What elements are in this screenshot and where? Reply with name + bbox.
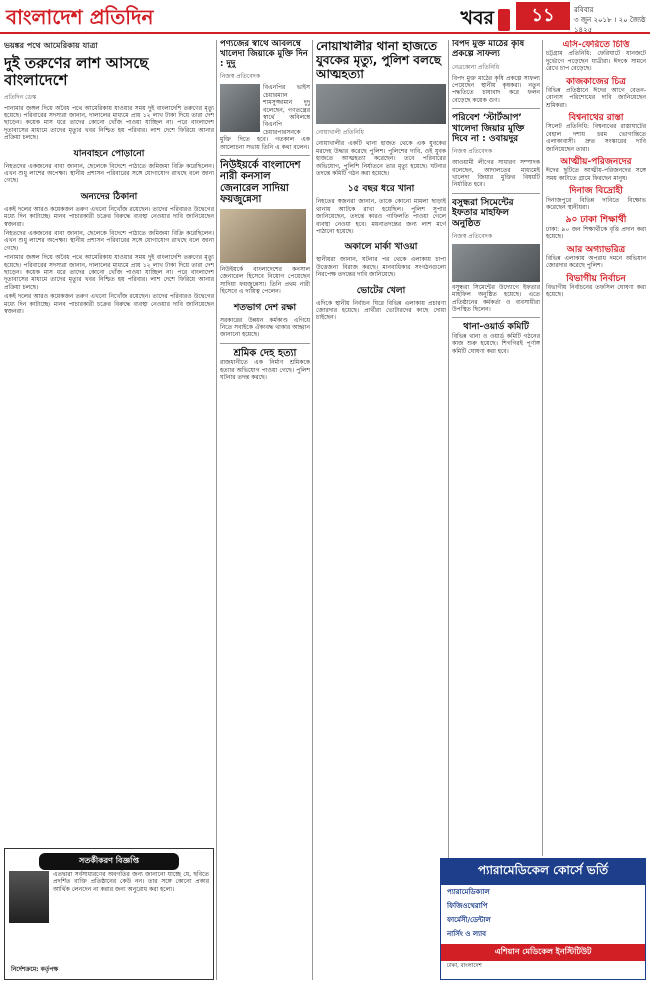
left-story-sub1: যানবাহনে পোড়ানো xyxy=(73,148,145,159)
mid-story-sub: শতভাগ দেশ রক্ষা xyxy=(233,302,297,313)
main-story-body: নোয়াখালীর একটি থানা হাজত থেকে এক যুবকের মরদেহ উদ্ধার করেছে পুলিশ। পুলিশের দাবি, ওই যুবক হাজতে আত্মহত্যা করেছেন। তবে পরিবারের অভিযোগ, পুলিশি নির্যাতনে তার মৃত্যু হয়েছে। ঘটনার তদন্তে কমিটি গঠন করা হয়েছে। xyxy=(316,140,446,178)
col4-stories xyxy=(452,40,540,856)
right-body1: চট্টগ্রাম প্রতিনিধি: ফেরিঘাটে যানজটে দুর্ভোগে পড়েছেন যাত্রীরা। ঈদকে সামনে রেখে চাপ বেড়েছে। xyxy=(546,50,646,73)
masthead xyxy=(0,0,650,34)
right-headline7: আর অগ্যাভরিত্র xyxy=(566,244,626,255)
warning-notice xyxy=(4,848,214,980)
main-story-byline: নোয়াখালী প্রতিনিধি xyxy=(316,129,364,137)
left-story-kicker: ভয়ঙ্কর পথে আমেরিকায় যাত্রা xyxy=(4,41,98,50)
mid-story-headline: পণ্যজের স্বার্থে অবিলম্বে খালেদা জিয়াকে মুক্তি দিন : দুদু xyxy=(220,40,308,69)
ad-course-1: প্যারামেডিক্যাল xyxy=(447,888,490,896)
main-story xyxy=(316,40,446,980)
page-number: ১১ xyxy=(516,2,570,30)
main-story-headline: নোয়াখালীর থানা হাজতে যুবকের মৃত্যু, পুলিশ বলছে আত্মহত্যা xyxy=(316,40,441,81)
column-divider xyxy=(448,40,449,980)
left-story-headline: দুই তরুণের লাশ আসছে বাংলাদেশে xyxy=(4,54,149,90)
notice-person-photo xyxy=(9,871,49,923)
right-headline8: বিভাগীয় নির্বাচন xyxy=(566,273,626,284)
paramedical-ad xyxy=(440,858,646,980)
left-story-body2-repeat: নিহতদের একজনের বাবা জানান, ছেলেকে বিদেশে পাঠাতে জমিজমা বিক্রি করেছিলেন। এখন শুধু লাশের অপেক্ষা। স্থানীয় প্রশাসন পরিবারের সঙ্গে যোগাযোগ রাখছে বলে জানা গেছে। xyxy=(4,229,214,252)
col4-byline2: নিজস্ব প্রতিবেদক xyxy=(452,148,493,156)
right-headline2: কাজকাজের চিত্র xyxy=(566,76,626,87)
right-body3: সিলেট প্রতিনিধি: বিশ্বনাথের রাস্তাঘাটের বেহাল দশায় চরম ভোগান্তিতে এলাকাবাসী। দ্রুত সংস্কারের দাবি জানিয়েছেন তারা। xyxy=(546,123,646,153)
ad-course-3: ফার্মেসী/ডেন্টাল xyxy=(447,916,491,924)
right-body6: ঢাকা: ৯০ জন শিক্ষার্থীকে বৃত্তি প্রদান করা হয়েছে। xyxy=(546,225,646,241)
col4-body2: আওয়ামী লীগের সাধারণ সম্পাদক বলেছেন, আদালতের মাধ্যমেই খালেদা জিয়ার মুক্তির বিষয়টি নির্ধারিত হবে। xyxy=(452,159,540,189)
ad-course-4: নার্সিং ও ল্যাব xyxy=(447,930,487,938)
ad-course-2: ফিজিওথেরাপি xyxy=(447,902,488,910)
right-body7: বিভিন্ন এলাকায় অপরাধ দমনে অভিযান জোরদার করেছে পুলিশ। xyxy=(546,254,646,270)
main-story-sub: ১৫ বছর ধরে খানা xyxy=(347,184,415,195)
consul-general-photo xyxy=(220,209,306,263)
col4-headline1: বিপদ মুক্ত মাঠের কৃষি প্রকল্পে সাফল্য xyxy=(452,40,525,59)
notice-body: এতদ্বারা সর্বসাধারণের অবগতির জন্য জানানো যাচ্ছে যে, ছবিতে প্রদর্শিত ব্যক্তি প্রতিষ্ঠানের কেউ নন। তার সঙ্গে কোনো প্রকার আর্থিক লেনদেন না করার জন্য অনুরোধ করা হলো। xyxy=(53,871,209,893)
column-divider xyxy=(542,40,543,856)
mid-divider-2 xyxy=(220,343,310,344)
col4-byline1: নেত্রকোনা প্রতিনিধি xyxy=(452,63,500,71)
left-story-body3: একই দলের আরও কয়েকজন তরুণ এখনো নিখোঁজ রয়েছেন। তাদের পরিবারও উদ্বেগের মধ্যে দিন কাটাচ্ছে। মানব পাচারকারী চক্রের বিরুদ্ধে ব্যবস্থা নেওয়ার দাবি জানিয়েছেন স্বজনরা। xyxy=(4,205,214,228)
col4-divider xyxy=(452,317,540,318)
right-body4: ঈদের ছুটিতে আত্মীয়-পরিজনদের সঙ্গে সময় কাটাতে গ্রামে ফিরছেন মানুষ। xyxy=(546,167,646,182)
column-divider xyxy=(216,40,217,980)
col4-byline3: নিজস্ব প্রতিবেদক xyxy=(452,232,493,240)
right-body2: বিভিন্ন প্রতিষ্ঠানে ঈদের আগে বেতন-বোনাস পরিশোধের দাবি জানিয়েছেন শ্রমিকরা। xyxy=(546,86,646,109)
right-body8: বিভাগীয় নির্বাচনের তফসিল ঘোষণা করা হয়েছে। xyxy=(546,284,646,299)
mid-story-body3: সরকারের উন্নয়ন কর্মকাণ্ড এগিয়ে নিতে সবাইকে ঐক্যবদ্ধ থাকার আহ্বান জানানো হয়েছে। xyxy=(220,316,310,339)
section-label-wrap xyxy=(460,4,510,36)
mid-divider xyxy=(220,155,310,156)
section-divider-icon xyxy=(498,9,510,31)
left-story-byline: প্রতিদিন ডেস্ক xyxy=(4,93,37,101)
col4-divider xyxy=(452,108,540,109)
col4-headline2: পরিবেশ ‘স্টার্টআপ’ খালেদা জিয়ার মুক্তি দিবে না : ওবায়দুর xyxy=(452,113,525,144)
left-story-body2: নিহতদের একজনের বাবা জানান, ছেলেকে বিদেশে পাঠাতে জমিজমা বিক্রি করেছিলেন। এখন শুধু লাশের অপেক্ষা। স্থানীয় প্রশাসন পরিবারের সঙ্গে যোগাযোগ রাখছে বলে জানা গেছে। xyxy=(4,162,214,185)
right-headline1: এসি-ফেরিতে চিত্তি xyxy=(562,40,630,50)
right-column xyxy=(546,40,646,854)
col4-divider xyxy=(452,193,540,194)
date-label: ৩ জুন ২০১৮ । ২০ জ্যৈষ্ঠ ১৪২৫ xyxy=(574,16,646,34)
mid-story-body4: রাজধানীতে এক নির্মাণ শ্রমিককে হত্যার অভিযোগ পাওয়া গেছে। পুলিশ ঘটনার তদন্ত করছে। xyxy=(220,359,310,382)
col4-body1: বিপদ মুক্ত মাঠের কৃষি প্রকল্পে সাফল্য পেয়েছেন স্থানীয় কৃষকরা। নতুন পদ্ধতিতে চাষাবাদ করে ফলন বেড়েছে কয়েক গুণ। xyxy=(452,74,540,104)
col4-body4: বিভিন্ন থানা ও ওয়ার্ড কমিটি গঠনের কাজ শুরু হয়েছে। শিগগিরই পূর্ণাঙ্গ কমিটি ঘোষণা করা হবে। xyxy=(452,332,540,355)
mid-story-body2: নিউইয়র্কে বাংলাদেশের কনসাল জেনারেল হিসেবে নিয়োগ পেয়েছেন সাদিয়া ফয়জুন্নেসা। তিনি প্রথম নারী হিসেবে এ দায়িত্ব পেলেন। xyxy=(220,265,310,296)
col4-body3: বসুন্ধরা সিমেন্টের উদ্যোগে ইফতার মাহফিল অনুষ্ঠিত হয়েছে। এতে প্রতিষ্ঠানের কর্মকর্তা ও ব্যবসায়ীরা উপস্থিত ছিলেন। xyxy=(452,283,540,314)
right-headline5: দিনাজ বিদ্রোহী xyxy=(569,186,623,197)
ad-contact: ঢাকা, বাংলাদেশ xyxy=(447,963,482,969)
notice-title: সতর্কীকরণ বিজ্ঞপ্তি xyxy=(39,853,179,870)
main-story-sub3: ভোটের খেলা xyxy=(356,285,406,296)
notice-signature: নির্দেশক্রমে: কর্তৃপক্ষ xyxy=(11,965,59,973)
right-headline4: আত্মীয়-পরিজনদের xyxy=(560,157,632,168)
main-story-body3: স্থানীয়রা জানান, ঘটনার পর থেকে এলাকায় চাপা উত্তেজনা বিরাজ করছে। মানবাধিকার সংগঠনগুলো নিরপেক্ষ তদন্তের দাবি জানিয়েছে। xyxy=(316,256,446,279)
left-story-body-repeat: পানামার জঙ্গল দিয়ে অবৈধ পথে আমেরিকায় যাওয়ার সময় দুই বাংলাদেশি তরুণের মৃত্যু হয়েছে। পরিবারের সদস্যরা জানান, দালালের মাধ্যমে প্রায় ১২ লাখ টাকা দিয়ে তারা দেশ ছাড়েন। কয়েক মাস ধরে তাদের কোনো খোঁজ পাওয়া যাচ্ছিল না। পরে বাংলাদেশ দূতাবাসের মাধ্যমে তাদের মৃত্যুর খবর নিশ্চিত হয় পরিবার। লাশ দেশে ফিরিয়ে আনার প্রক্রিয়া চলছে। xyxy=(4,254,214,291)
main-story-photo xyxy=(316,84,446,124)
main-story-body4: এদিকে স্থানীয় নির্বাচন ঘিরে বিভিন্ন এলাকায় প্রচারণা জোরদার হয়েছে। প্রার্থীরা ভোটারদের কাছে দোয়া চাইছেন। xyxy=(316,299,446,322)
mid-story-headline3: শ্রমিক দেহ হত্যা xyxy=(233,347,297,359)
section-name: খবর xyxy=(460,7,494,29)
newspaper-logo: বাংলাদেশ প্রতিদিন xyxy=(6,5,154,29)
right-headline6: ৯০ ঢাকা শিক্ষার্থী xyxy=(565,215,627,226)
mid-story xyxy=(220,40,310,980)
main-story-body2: নিহতের স্বজনরা জানান, তাকে কোনো মামলা ছাড়াই থানায় আটকে রাখা হয়েছিল। পুলিশ সুপার জানিয়েছেন, তদন্তে কারও গাফিলতি পাওয়া গেলে ব্যবস্থা নেওয়া হবে। ময়নাতদন্তের জন্য লাশ মর্গে পাঠানো হয়েছে। xyxy=(316,198,446,236)
mid-story-headline2: নিউইয়র্কে বাংলাদেশ নারী কনসাল জেনারেল সাদিয়া ফয়জুন্নেসা xyxy=(220,159,301,206)
day-label: রবিবার xyxy=(574,6,594,14)
right-headline3: বিশ্বনাথের রাস্তা xyxy=(568,113,624,124)
left-story xyxy=(4,40,214,840)
main-story-sub2: অকালে মার্কা খাওয়া xyxy=(344,242,418,253)
right-body5: দিনাজপুরে বিভিন্ন দাবিতে বিক্ষোভ করেছেন স্থানীয়রা। xyxy=(546,196,646,211)
mid-story-photo xyxy=(220,84,260,132)
date-block xyxy=(574,5,646,35)
mid-story-body: বিএনপির ভাইস চেয়ারম্যান শামসুজ্জামান দুদু বলেছেন, গণতন্ত্রের স্বার্থে অবিলম্বে বিএনপি চেয়ারপারসনকে মুক্তি দিতে হবে। গতকাল এক আলোচনা সভায় তিনি এ কথা বলেন। xyxy=(220,84,310,151)
mid-story-byline: নিজস্ব প্রতিবেদক xyxy=(220,73,261,81)
left-story-body3-repeat: একই দলের আরও কয়েকজন তরুণ এখনো নিখোঁজ রয়েছেন। তাদের পরিবারও উদ্বেগের মধ্যে দিন কাটাচ্ছে। মানব পাচারকারী চক্রের বিরুদ্ধে ব্যবস্থা নেওয়ার দাবি জানিয়েছেন স্বজনরা। xyxy=(4,293,214,316)
col4-headline3: বসুন্ধরা সিমেন্টের ইফতার মাহফিল অনুষ্ঠিত xyxy=(452,197,514,229)
col4-headline4: থানা-ওয়ার্ড কমিটি xyxy=(463,322,529,333)
left-story-body: পানামার জঙ্গল দিয়ে অবৈধ পথে আমেরিকায় যাওয়ার সময় দুই বাংলাদেশি তরুণের মৃত্যু হয়েছে। পরিবারের সদস্যরা জানান, দালালের মাধ্যমে প্রায় ১২ লাখ টাকা দিয়ে তারা দেশ ছাড়েন। কয়েক মাস ধরে তাদের কোনো খোঁজ পাওয়া যাচ্ছিল না। পরে বাংলাদেশ দূতাবাসের মাধ্যমে তাদের মৃত্যুর খবর নিশ্চিত হয় পরিবার। লাশ দেশে ফিরিয়ে আনার প্রক্রিয়া চলছে। xyxy=(4,104,214,142)
iftar-photo xyxy=(452,244,540,282)
ad-institute: এশিয়ান মেডিকেল ইনস্টিটিউট xyxy=(441,944,645,961)
ad-title: প্যারামেডিকেল কোর্সে ভর্তি xyxy=(441,859,645,885)
column-divider xyxy=(312,40,313,980)
left-story-sub2: অন্যদের ঠিকানা xyxy=(80,191,138,202)
